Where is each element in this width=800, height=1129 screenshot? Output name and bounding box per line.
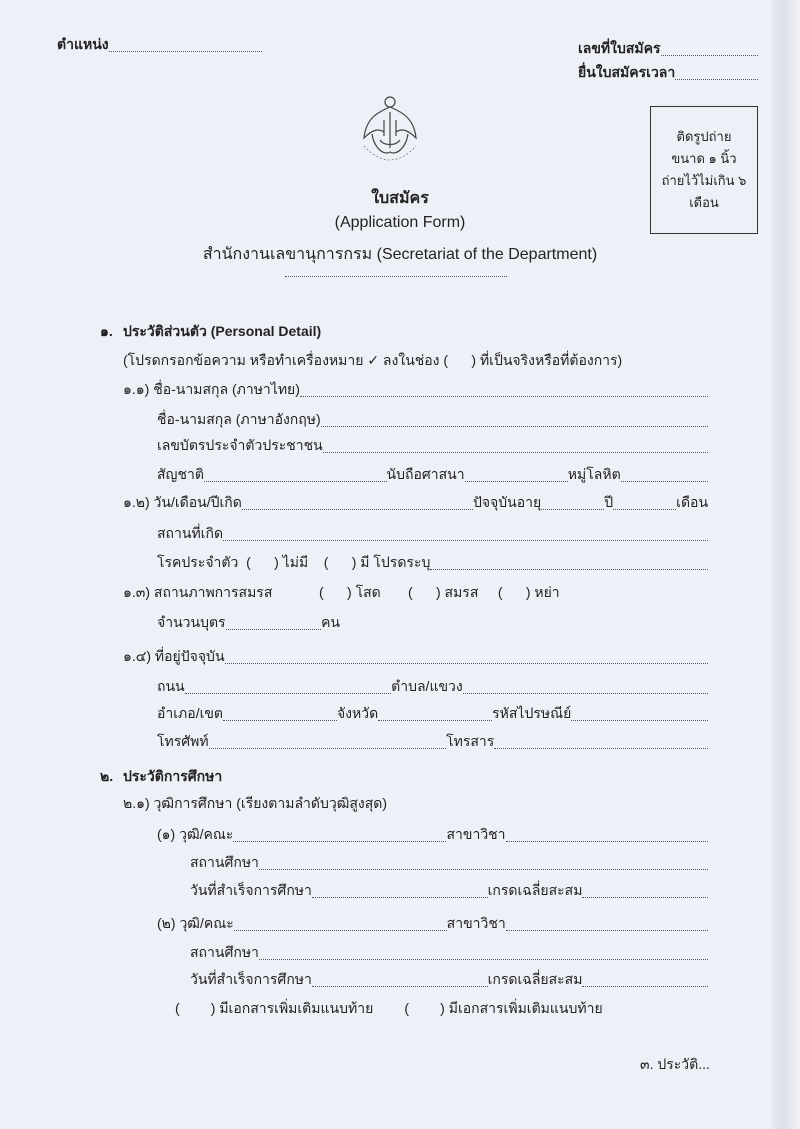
field-label: สาขาวิชา [446,915,506,931]
dotted-input-line[interactable] [185,693,392,694]
field-label: ๑.๔) ที่อยู่ปัจจุบัน [123,648,225,664]
dotted-input-line[interactable] [312,897,488,898]
field-label: โทรศัพท์ [157,733,209,749]
form-row[interactable] [157,437,708,457]
dotted-input-line[interactable] [323,452,708,453]
field-label: เดือน [676,494,709,510]
dotted-input-line[interactable] [571,720,708,721]
field-label: ปี [604,494,614,510]
office-name: สำนักงานเลขานุการกรม (Secretariat of the Department) [202,246,598,263]
application-no-label: เลขที่ใบสมัคร [578,40,661,56]
field-label: นับถือศาสนา [386,466,465,482]
field-label: ชื่อ-นามสกุล (ภาษาอังกฤษ) [157,411,321,427]
form-row[interactable] [123,648,708,668]
dotted-input-line[interactable] [259,869,708,870]
field-label: โรคประจำตัว ( ) ไม่มี ( ) มี โปรดระบุ [157,554,431,570]
dotted-input-line[interactable] [613,509,676,510]
form-row[interactable] [123,381,708,401]
field-label: วันที่สำเร็จการศึกษา [190,882,312,898]
dotted-input-line[interactable] [494,748,708,749]
field-label: เกรดเฉลี่ยสะสม [487,971,583,987]
form-row[interactable] [157,826,708,846]
field-label: คน [321,614,340,630]
dotted-input-line[interactable] [621,481,708,482]
form-row[interactable] [157,915,708,935]
dotted-input-line[interactable] [312,986,488,987]
form-row[interactable] [190,854,708,874]
dotted-input-line[interactable] [300,396,708,397]
section1-number: ๑. [100,323,113,339]
submit-time-label: ยื่นใบสมัครเวลา [578,64,676,80]
form-row[interactable] [123,795,500,815]
dotted-input-line[interactable] [430,569,708,570]
form-row[interactable] [157,525,708,545]
form-row[interactable] [157,678,708,698]
field-label: จำนวนบุตร [157,614,226,630]
field-label: โทรสาร [446,733,495,749]
dotted-input-line[interactable] [378,720,492,721]
form-row[interactable] [175,1000,650,1020]
dotted-input-line[interactable] [226,629,321,630]
field-label: สถานศึกษา [190,854,259,870]
dotted-input-line[interactable] [582,986,708,987]
section2-number: ๒. [100,768,114,784]
field-label: อำเภอ/เขต [157,705,224,721]
field-label: เกรดเฉลี่ยสะสม [487,882,583,898]
dotted-input-line[interactable] [506,930,708,931]
office-dotted-line [285,276,507,277]
field-label: สถานที่เกิด [157,525,224,541]
form-row[interactable] [190,971,708,991]
title-thai: ใบสมัคร [371,190,429,207]
dotted-input-line[interactable] [234,930,447,931]
dotted-input-line[interactable] [321,426,708,427]
dotted-input-line[interactable] [541,509,604,510]
photo-box-line: ถ่ายไว้ไม่เกิน ๖ [661,173,747,188]
field-label: (๑) วุฒิ/คณะ [157,826,234,842]
form-row[interactable] [123,494,708,514]
page-edge [772,0,800,1129]
field-label: รหัสไปรษณีย์ [492,705,572,721]
dotted-input-line[interactable] [209,748,446,749]
dotted-input-line[interactable] [223,540,708,541]
photo-box-line: ติดรูปถ่าย [676,129,732,144]
photo-box-line: เดือน [689,195,719,210]
field-label: ๑.๒) วัน/เดือน/ปีเกิด [123,494,242,510]
dotted-input-line[interactable] [506,841,708,842]
form-row[interactable] [157,411,708,431]
dotted-input-line[interactable] [463,693,708,694]
garuda-seal-logo [358,90,422,170]
dotted-input-line[interactable] [204,481,387,482]
section1-note: (โปรดกรอกข้อความ หรือทำเครื่องหมาย ✓ ลงในช่อง ( ) ที่เป็นจริงหรือที่ต้องการ) [123,352,623,368]
field-label: (๒) วุฒิ/คณะ [157,915,234,931]
position-label: ตำแหน่ง [57,36,109,52]
form-row[interactable] [157,614,340,634]
field-label: สาขาวิชา [446,826,506,842]
form-row[interactable] [123,584,600,604]
field-label: หมู่โลหิต [567,466,621,482]
dotted-input-line[interactable] [242,509,473,510]
dotted-input-line[interactable] [582,897,708,898]
field-label: ถนน [157,678,185,694]
field-label: วันที่สำเร็จการศึกษา [190,971,312,987]
section1-heading: ประวัติส่วนตัว (Personal Detail) [123,323,322,339]
form-row[interactable] [157,554,708,574]
field-label: เลขบัตรประจำตัวประชาชน [157,437,323,453]
dotted-input-line[interactable] [465,481,568,482]
field-label: ตำบล/แขวง [391,678,463,694]
form-row[interactable] [190,882,708,902]
form-row[interactable] [190,944,708,964]
title-english: (Application Form) [334,214,466,231]
section2-heading: ประวัติการศึกษา [123,768,223,784]
field-label: สถานศึกษา [190,944,259,960]
continue-note: ๓. ประวัติ... [640,1056,710,1072]
dotted-input-line[interactable] [223,720,337,721]
form-row[interactable] [157,466,708,486]
form-row[interactable] [157,705,708,725]
field-label: ๑.๑) ชื่อ-นามสกุล (ภาษาไทย) [123,381,300,397]
field-label: ( ) มีเอกสารเพิ่มเติมแนบท้าย ( ) มีเอกสารเพิ่มเติมแนบท้าย [175,1000,603,1016]
dotted-input-line[interactable] [225,663,708,664]
field-label: สัญชาติ [157,466,204,482]
field-label: ๑.๓) สถานภาพการสมรส ( ) โสด ( ) สมรส ( ) หย่า [123,584,560,600]
position-field[interactable] [57,36,262,56]
application-no-field[interactable] [578,40,758,60]
dotted-input-line[interactable] [233,841,446,842]
submit-time-field[interactable] [578,64,758,84]
field-label: จังหวัด [336,705,379,721]
photo-box-line: ขนาด ๑ นิ้ว [671,151,737,166]
dotted-input-line[interactable] [259,959,708,960]
form-row[interactable] [157,733,708,753]
field-label: ๒.๑) วุฒิการศึกษา (เรียงตามลำดับวุฒิสูงสุด) [123,795,388,811]
field-label: ปัจจุบันอายุ [472,494,542,510]
